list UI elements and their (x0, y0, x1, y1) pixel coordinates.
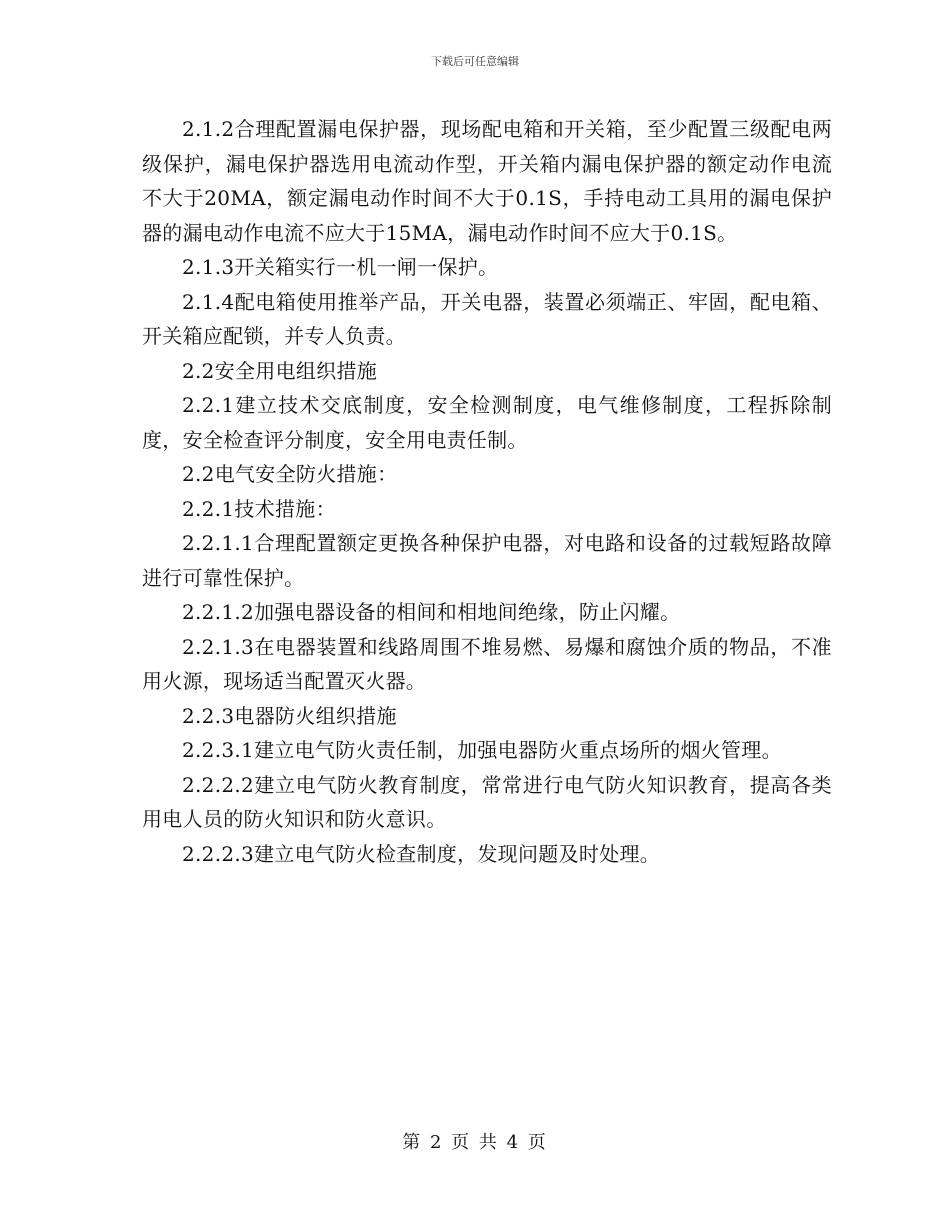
paragraph-2-2-3-1: 2.2.3.1建立电气防火责任制，加强电器防火重点场所的烟火管理。 (182, 738, 782, 762)
paragraph-2-2-1-2: 2.2.1.2加强电器设备的相间和相地间绝缘，防止闪耀。 (182, 600, 681, 624)
paragraph-2-2-2-2: 2.2.2.2建立电气防火教育制度，常常进行电气防火知识教育，提高各类用电人员的防火知识和防火意识。 (142, 772, 832, 831)
section-heading-fire-safety: 2.2电气安全防火措施： (182, 462, 398, 486)
paragraph-2-2-1: 2.2.1建立技术交底制度，安全检测制度，电气维修制度，工程拆除制度，安全检查评分制度，安全用电责任制。 (142, 393, 832, 452)
paragraph-2-2-1-3: 2.2.1.3在电器装置和线路周围不堆易燃、易爆和腐蚀介质的物品，不准用火源，现场适当配置灭火器。 (142, 634, 832, 693)
paragraph-2-1-2: 2.1.2合理配置漏电保护器，现场配电箱和开关箱，至少配置三级配电两级保护，漏电保护器选用电流动作型，开关箱内漏电保护器的额定动作电流不大于20MA，额定漏电动作时间不大于0.1S，手持电动工具用的漏电保护器的漏电动作电流不应大于15MA，漏电动作时间不应大于0.1S。 (142, 117, 832, 245)
paragraph-2-1-3: 2.1.3开关箱实行一机一闸一保护。 (182, 255, 499, 279)
paragraph-2-2-2-3: 2.2.2.3建立电气防火检查制度，发现问题及时处理。 (182, 841, 661, 866)
section-heading-2-2: 2.2安全用电组织措施 (182, 358, 378, 383)
paragraph-2-2-1-1: 2.2.1.1合理配置额定更换各种保护电器，对电路和设备的过载短路故障进行可靠性保护。 (142, 531, 832, 590)
subheading-technical-measures: 2.2.1技术措施： (182, 496, 336, 521)
paragraph-2-1-4: 2.1.4配电箱使用推举产品，开关电器，装置必须端正、牢固，配电箱、开关箱应配锁，并专人负责。 (142, 289, 832, 348)
page-number-footer: 第 2 页 共 4 页 (402, 1132, 548, 1153)
subheading-fire-organization: 2.2.3电器防火组织措施 (182, 703, 397, 728)
page-header: 下载后可任意编辑 (431, 55, 519, 68)
document-body (142, 112, 832, 871)
